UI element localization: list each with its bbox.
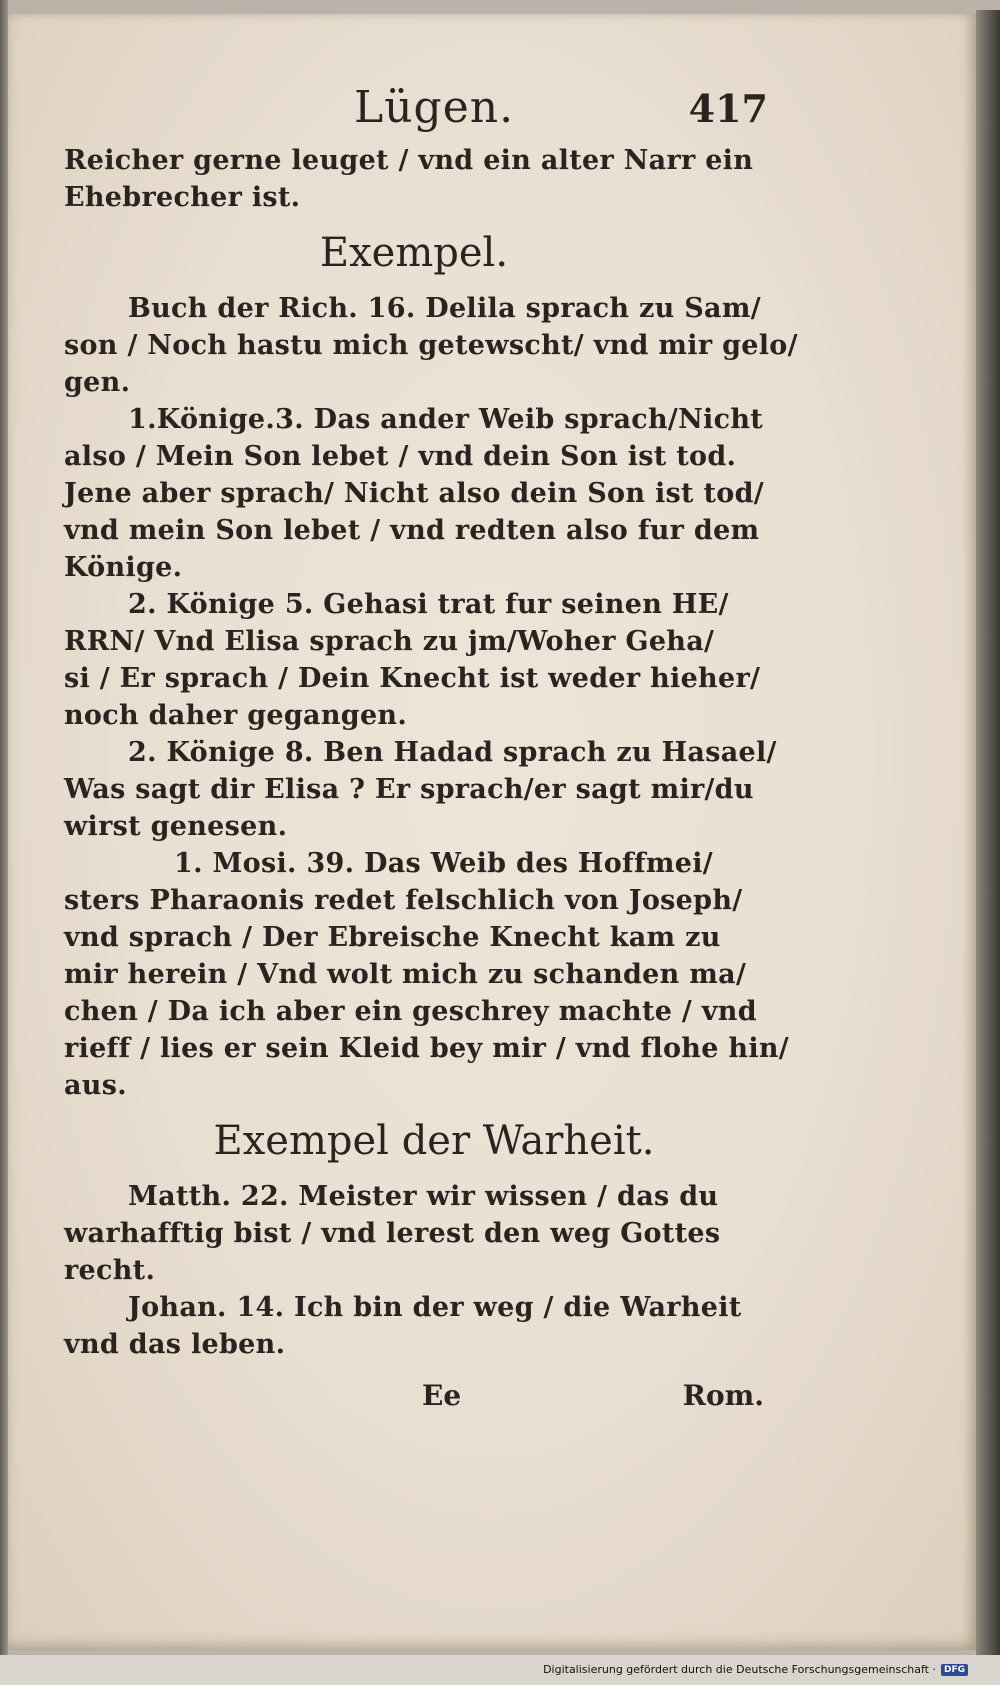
credit-text: Digitalisierung gefördert durch die Deutsche Forschungsgemeinschaft · xyxy=(543,1663,936,1676)
section-heading-exempel: Exempel. xyxy=(319,230,509,276)
text-line: aus. xyxy=(64,1070,127,1101)
text-line: RRN/ Vnd Elisa sprach zu jm/Woher Geha/ xyxy=(64,626,715,657)
text-line: rieff / lies er sein Kleid bey mir / vnd flohe hin/ xyxy=(64,1033,789,1064)
text-line: si / Er sprach / Dein Knecht ist weder hieher/ xyxy=(64,663,761,694)
text-line: Johan. 14. Ich bin der weg / die Warheit xyxy=(128,1292,742,1323)
text-line: recht. xyxy=(64,1255,156,1286)
text-line: sters Pharaonis redet felschlich von Joseph/ xyxy=(64,885,743,916)
section-warheit-lines xyxy=(64,1178,764,1363)
text-line: 2. Könige 8. Ben Hadad sprach zu Hasael/ xyxy=(128,737,777,768)
text-line: Buch der Rich. 16. Delila sprach zu Sam/ xyxy=(128,293,761,324)
running-head xyxy=(64,82,768,142)
text-line: Könige. xyxy=(64,552,183,583)
text-line: Reicher gerne leuget / vnd ein alter Narr ein xyxy=(64,145,754,176)
text-line: chen / Da ich aber ein geschrey machte / vnd xyxy=(64,996,757,1027)
dfg-logo: DFG xyxy=(941,1664,968,1676)
text-line: warhafftig bist / vnd lerest den weg Gottes xyxy=(64,1218,721,1249)
text-line: 1. Mosi. 39. Das Weib des Hoffmei/ xyxy=(174,848,713,879)
book-binding-edge xyxy=(0,0,8,1655)
text-line: mir herein / Vnd wolt mich zu schanden ma/ xyxy=(64,959,747,990)
text-line: 2. Könige 5. Gehasi trat fur seinen HE/ xyxy=(128,589,729,620)
text-line: wirst genesen. xyxy=(64,811,288,842)
page-text-block xyxy=(64,82,798,1423)
page-foot-marks xyxy=(64,1373,764,1423)
text-line: vnd mein Son lebet / vnd redten also fur dem xyxy=(64,515,760,546)
page-number: 417 xyxy=(688,86,768,131)
text-line: Ehebrecher ist. xyxy=(64,182,301,213)
text-line: Was sagt dir Elisa ? Er sprach/er sagt mir/du xyxy=(64,774,754,805)
text-line: Matth. 22. Meister wir wissen / das du xyxy=(128,1181,719,1212)
text-line: vnd sprach / Der Ebreische Knecht kam zu xyxy=(64,922,721,953)
page-edge-shadow xyxy=(976,10,1000,1655)
digitization-credit xyxy=(543,1663,968,1676)
intro-lines xyxy=(64,142,764,216)
text-line: son / Noch hastu mich getewscht/ vnd mir gelo/ xyxy=(64,330,798,361)
text-line: Jene aber sprach/ Nicht also dein Son ist tod/ xyxy=(64,478,764,509)
signature-mark: Ee xyxy=(422,1379,462,1412)
running-head-title: Lügen. xyxy=(354,82,515,133)
text-line: vnd das leben. xyxy=(64,1329,286,1360)
text-line: 1.Könige.3. Das ander Weib sprach/Nicht xyxy=(128,404,764,435)
text-line: gen. xyxy=(64,367,131,398)
catchword: Rom. xyxy=(682,1379,764,1412)
text-line: also / Mein Son lebet / vnd dein Son ist tod. xyxy=(64,441,737,472)
section-heading-warheit: Exempel der Warheit. xyxy=(213,1118,655,1164)
text-line: noch daher gegangen. xyxy=(64,700,408,731)
section-exempel-lines xyxy=(64,290,798,1104)
